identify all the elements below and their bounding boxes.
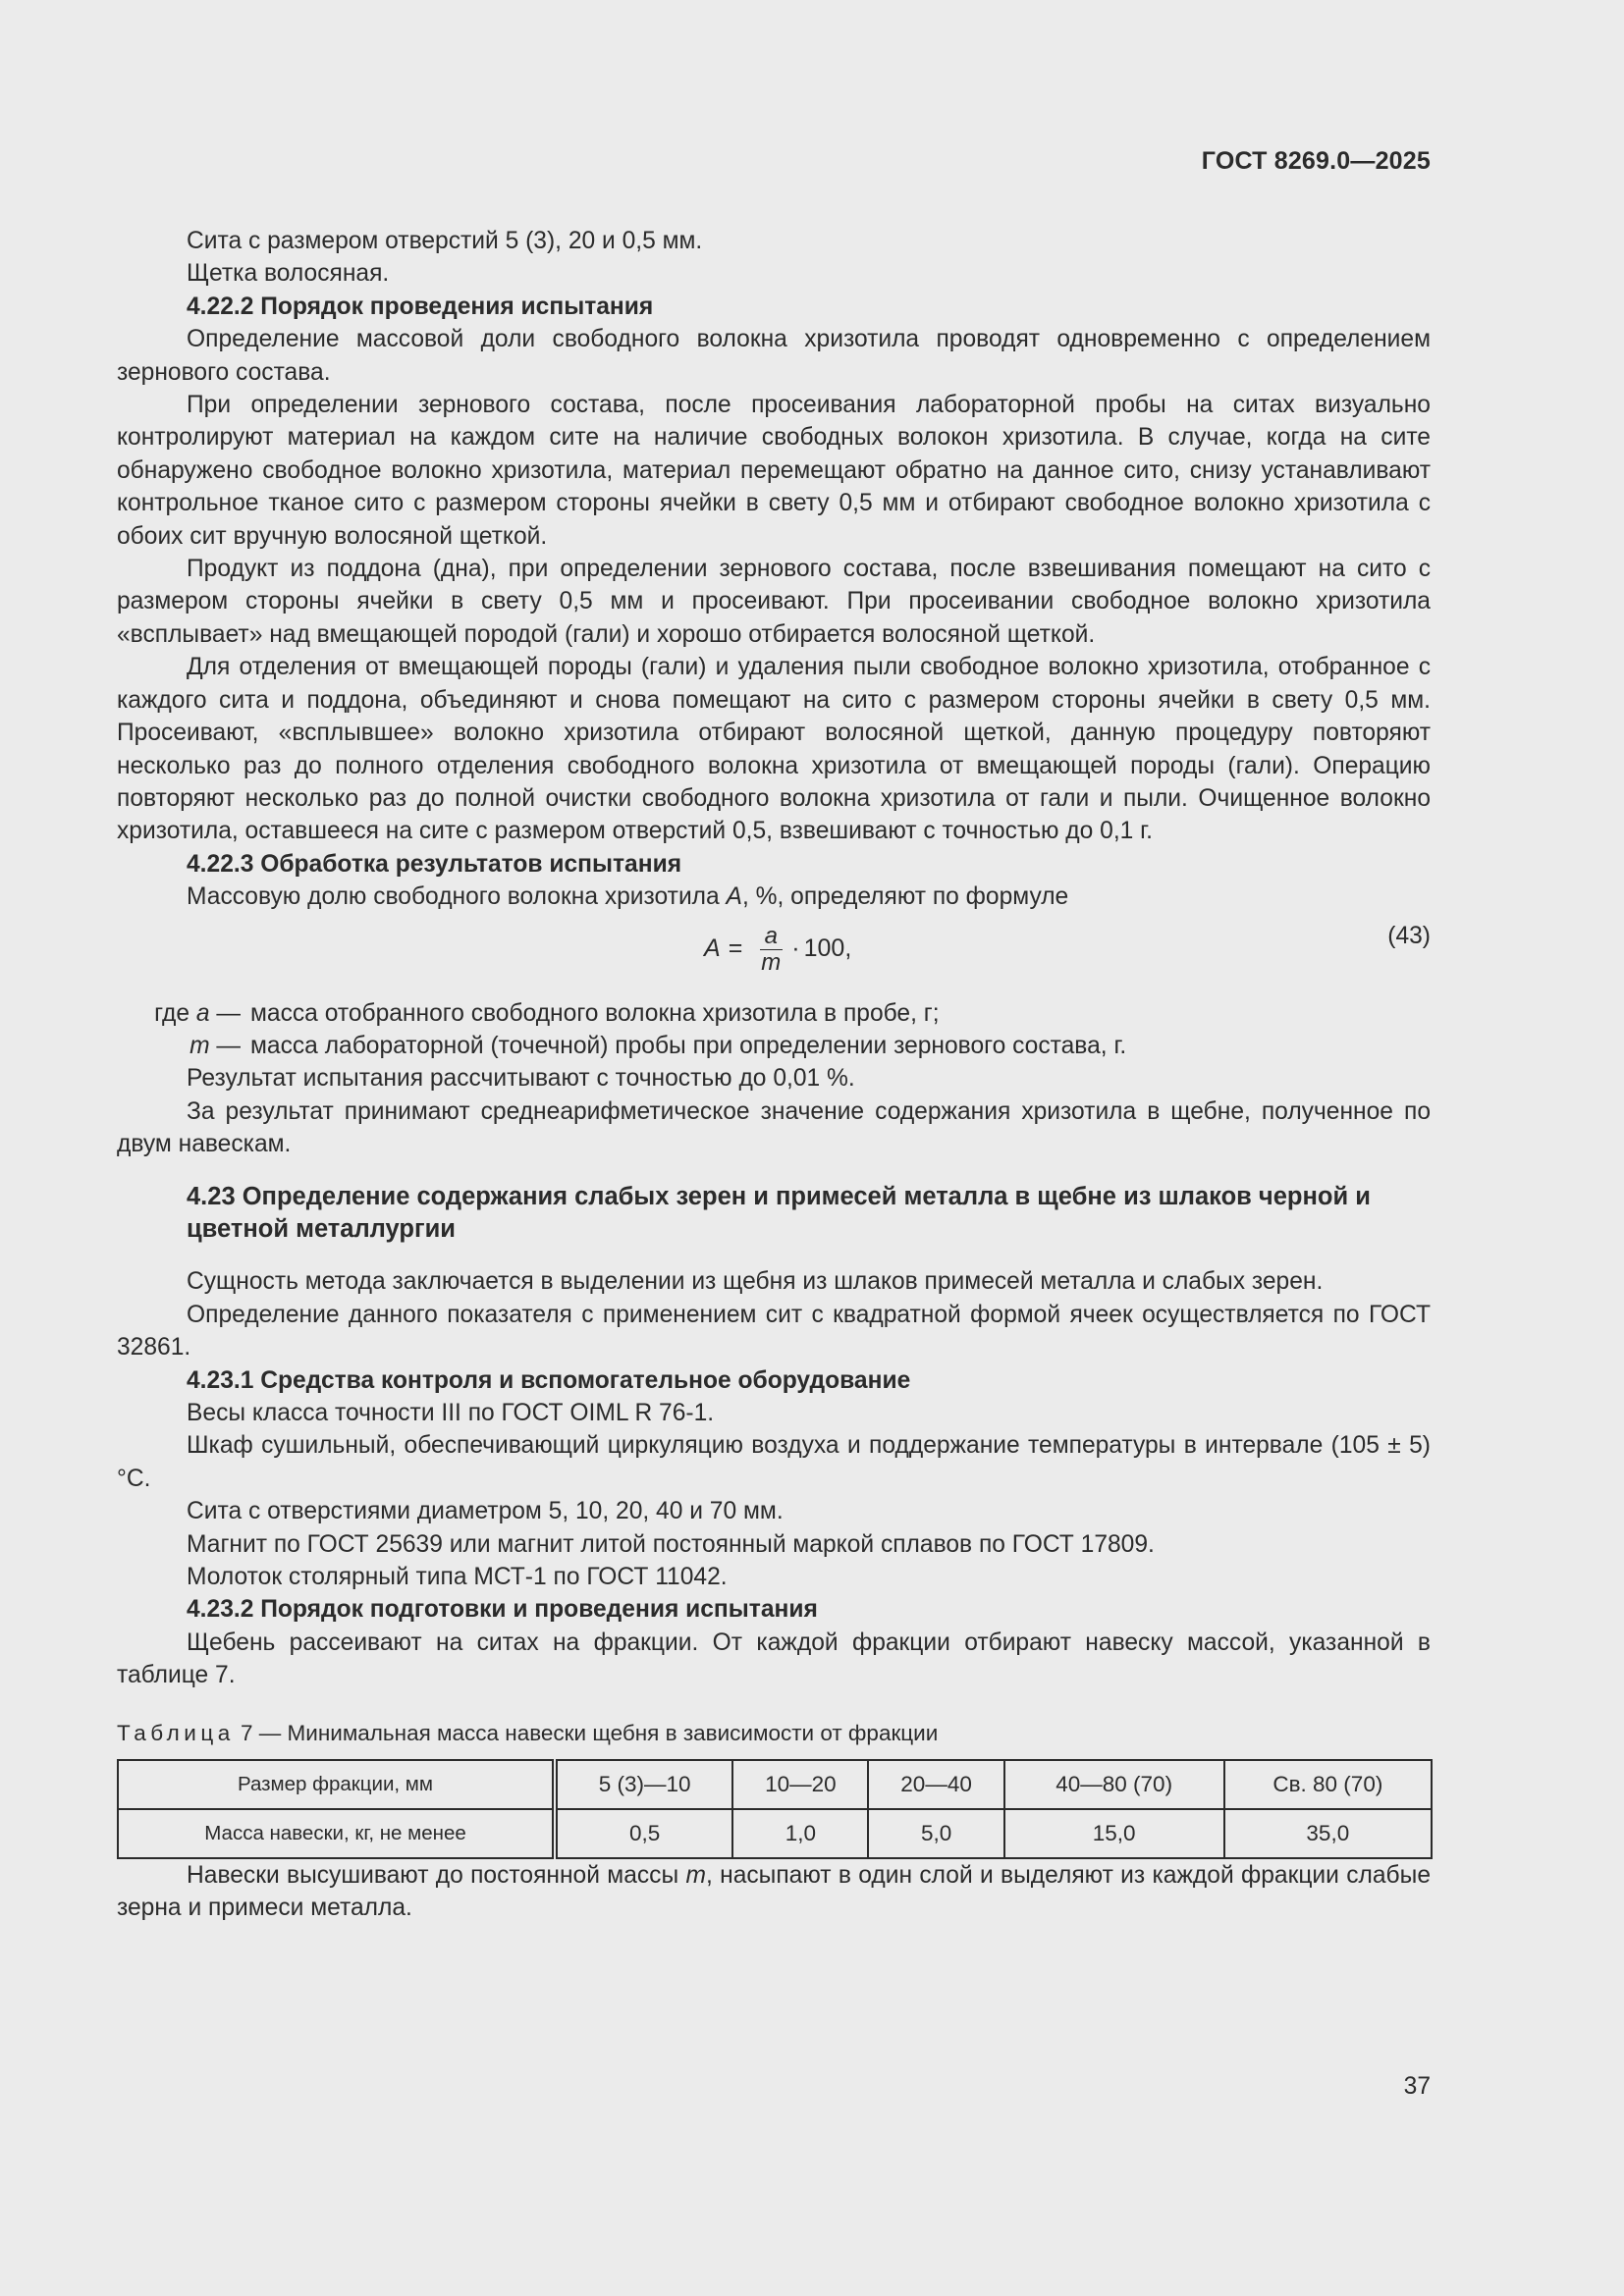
paragraph: Сущность метода заключается в выделении из щебня из шлаков примесей металла и слабых зерен. <box>187 1268 1324 1296</box>
table-7 <box>117 1759 1433 1859</box>
paragraph <box>117 1859 1431 1925</box>
paragraph: Определение данного показателя с применением сит с квадратной формой ячеек осуществляется по ГОСТ 32861. <box>117 1301 1431 1362</box>
table-cell: 0,5 <box>555 1809 732 1858</box>
where-label <box>117 1030 250 1062</box>
paragraph: Магнит по ГОСТ 25639 или магнит литой постоянный маркой сплавов по ГОСТ 17809. <box>187 1530 1155 1558</box>
section-title-4-22-3: 4.22.3 Обработка результатов испытания <box>187 850 682 878</box>
section-title-4-23: 4.23 Определение содержания слабых зерен и примесей металла в щебне из шлаков черной и цветной металлургии <box>187 1182 1371 1243</box>
table-cell: 40—80 (70) <box>1004 1760 1224 1809</box>
text-span: , насыпают в один слой и выделяют из каждой фракции слабые зерна и примеси металла. <box>117 1861 1431 1922</box>
section-title-4-23-2: 4.23.2 Порядок подготовки и проведения испытания <box>187 1596 818 1624</box>
table-cell: 5 (3)—10 <box>555 1760 732 1809</box>
formula <box>704 924 851 976</box>
text-span: Массовую долю свободного волокна хризотила <box>187 883 727 911</box>
paragraph: Весы класса точности III по ГОСТ OIML R 76-1. <box>187 1400 715 1426</box>
paragraph: Определение массовой доли свободного волокна хризотила проводят одновременно с определением зернового состава. <box>117 326 1431 386</box>
table-cell: 20—40 <box>868 1760 1003 1809</box>
variable-m: m <box>685 1861 706 1889</box>
paragraph: Продукт из поддона (дна), при определении зернового состава, после взвешивания помещают на сито с размером стороны ячейки в свету 0,5 мм и просеивают. При просеивании свободное волокно хризотила «всплывает» над вмещающей породой (гали) и хорошо отбирается волосяной щеткой. <box>117 556 1431 648</box>
formula-number: (43) <box>1387 922 1431 949</box>
table-caption <box>117 1720 1431 1747</box>
table-cell: 1,0 <box>732 1809 868 1858</box>
variable-a: A <box>726 883 742 911</box>
paragraph: Сита с размером отверстий 5 (3), 20 и 0,5 мм. <box>187 228 703 254</box>
paragraph: При определении зернового состава, после просеивания лабораторной пробы на ситах визуально контролируют материал на каждом сите на наличие свободных волокон хризотила. В случае, когда на сите обнаружено свободное волокно хризотила, материал перемещают обратно на данное сито, снизу устанавливают контрольное тканое сито с размером стороны ячейки в свету 0,5 мм и отбирают свободное волокно хризотила с обоих сит вручную волосяной щеткой. <box>117 392 1431 550</box>
where-row <box>117 997 1431 1030</box>
section-title-4-23-1: 4.23.1 Средства контроля и вспомогательное оборудование <box>187 1366 911 1394</box>
where-label <box>117 997 250 1030</box>
where-row <box>117 1030 1431 1062</box>
paragraph: За результат принимают среднеарифметическое значение содержания хризотила в щебне, полученное по двум навескам. <box>117 1097 1431 1158</box>
formula-rhs: 100, <box>803 934 852 963</box>
where-text: масса отобранного свободного волокна хризотила в пробе, г; <box>250 999 940 1027</box>
table-cell: 5,0 <box>868 1809 1003 1858</box>
paragraph: Результат испытания рассчитывают с точностью до 0,01 %. <box>187 1065 855 1093</box>
formula-denominator: m <box>761 948 782 976</box>
table-cell: 35,0 <box>1224 1809 1432 1858</box>
table-cell: Размер фракции, мм <box>118 1760 555 1809</box>
table-row <box>118 1809 1432 1858</box>
text-span: , %, определяют по формуле <box>741 883 1069 911</box>
paragraph: Сита с отверстиями диаметром 5, 10, 20, 40 и 70 мм. <box>187 1498 784 1525</box>
paragraph: Щебень рассеивают на ситах на фракции. От каждой фракции отбирают навеску массой, указанной в таблице 7. <box>117 1629 1431 1689</box>
section-title-4-22-2: 4.22.2 Порядок проведения испытания <box>187 293 654 320</box>
where-text: масса лабораторной (точечной) пробы при определении зернового состава, г. <box>250 1032 1127 1059</box>
formula-fraction <box>756 924 785 976</box>
paragraph: Щетка волосяная. <box>187 260 390 288</box>
formula-lhs: A <box>704 934 721 963</box>
formula-dot: · <box>791 934 800 963</box>
page-content <box>117 225 1431 1924</box>
where-dash: — <box>209 1032 241 1059</box>
page-number: 37 <box>1403 2073 1431 2100</box>
formula-block <box>117 920 1431 993</box>
where-dash: — <box>209 999 241 1027</box>
text-span: Навески высушивают до постоянной массы <box>187 1861 686 1889</box>
paragraph: Шкаф сушильный, обеспечивающий циркуляцию воздуха и поддержание температуры в интервале (105 ± 5) °С. <box>117 1432 1431 1492</box>
where-variable: m <box>189 1032 210 1059</box>
table-row <box>118 1760 1432 1809</box>
table-cell: 15,0 <box>1004 1809 1224 1858</box>
where-variable: a <box>195 999 210 1027</box>
paragraph: Молоток столярный типа МСТ-1 по ГОСТ 11042. <box>187 1564 728 1591</box>
table-cell: Масса навески, кг, не менее <box>118 1809 555 1858</box>
where-prefix: где <box>154 999 196 1027</box>
table-cell: Св. 80 (70) <box>1224 1760 1432 1809</box>
document-header: ГОСТ 8269.0—2025 <box>1201 147 1431 175</box>
paragraph <box>117 881 1431 913</box>
paragraph: Для отделения от вмещающей породы (гали) и удаления пыли свободное волокно хризотила, отобранное с каждого сита и поддона, объединяют и снова помещают на сито с размером стороны ячейки в свету 0,5 мм. Просеивают, «всплывшее» волокно хризотила отбирают волосяной щеткой, данную процедуру повторяют несколько раз до полного отделения свободного волокна хризотила от вмещающей породы (гали). Операцию повторяют несколько раз до полной очистки свободного волокна хризотила от гали и пыли. Очищенное волокно хризотила, оставшееся на сите с размером отверстий 0,5, взвешивают с точностью до 0,1 г. <box>117 654 1431 845</box>
table-caption-label: Таблица <box>117 1720 235 1745</box>
table-caption-text: 7 — Минимальная масса навески щебня в зависимости от фракции <box>241 1720 939 1745</box>
formula-numerator: a <box>760 924 783 950</box>
table-cell: 10—20 <box>732 1760 868 1809</box>
formula-eq: = <box>728 934 743 963</box>
